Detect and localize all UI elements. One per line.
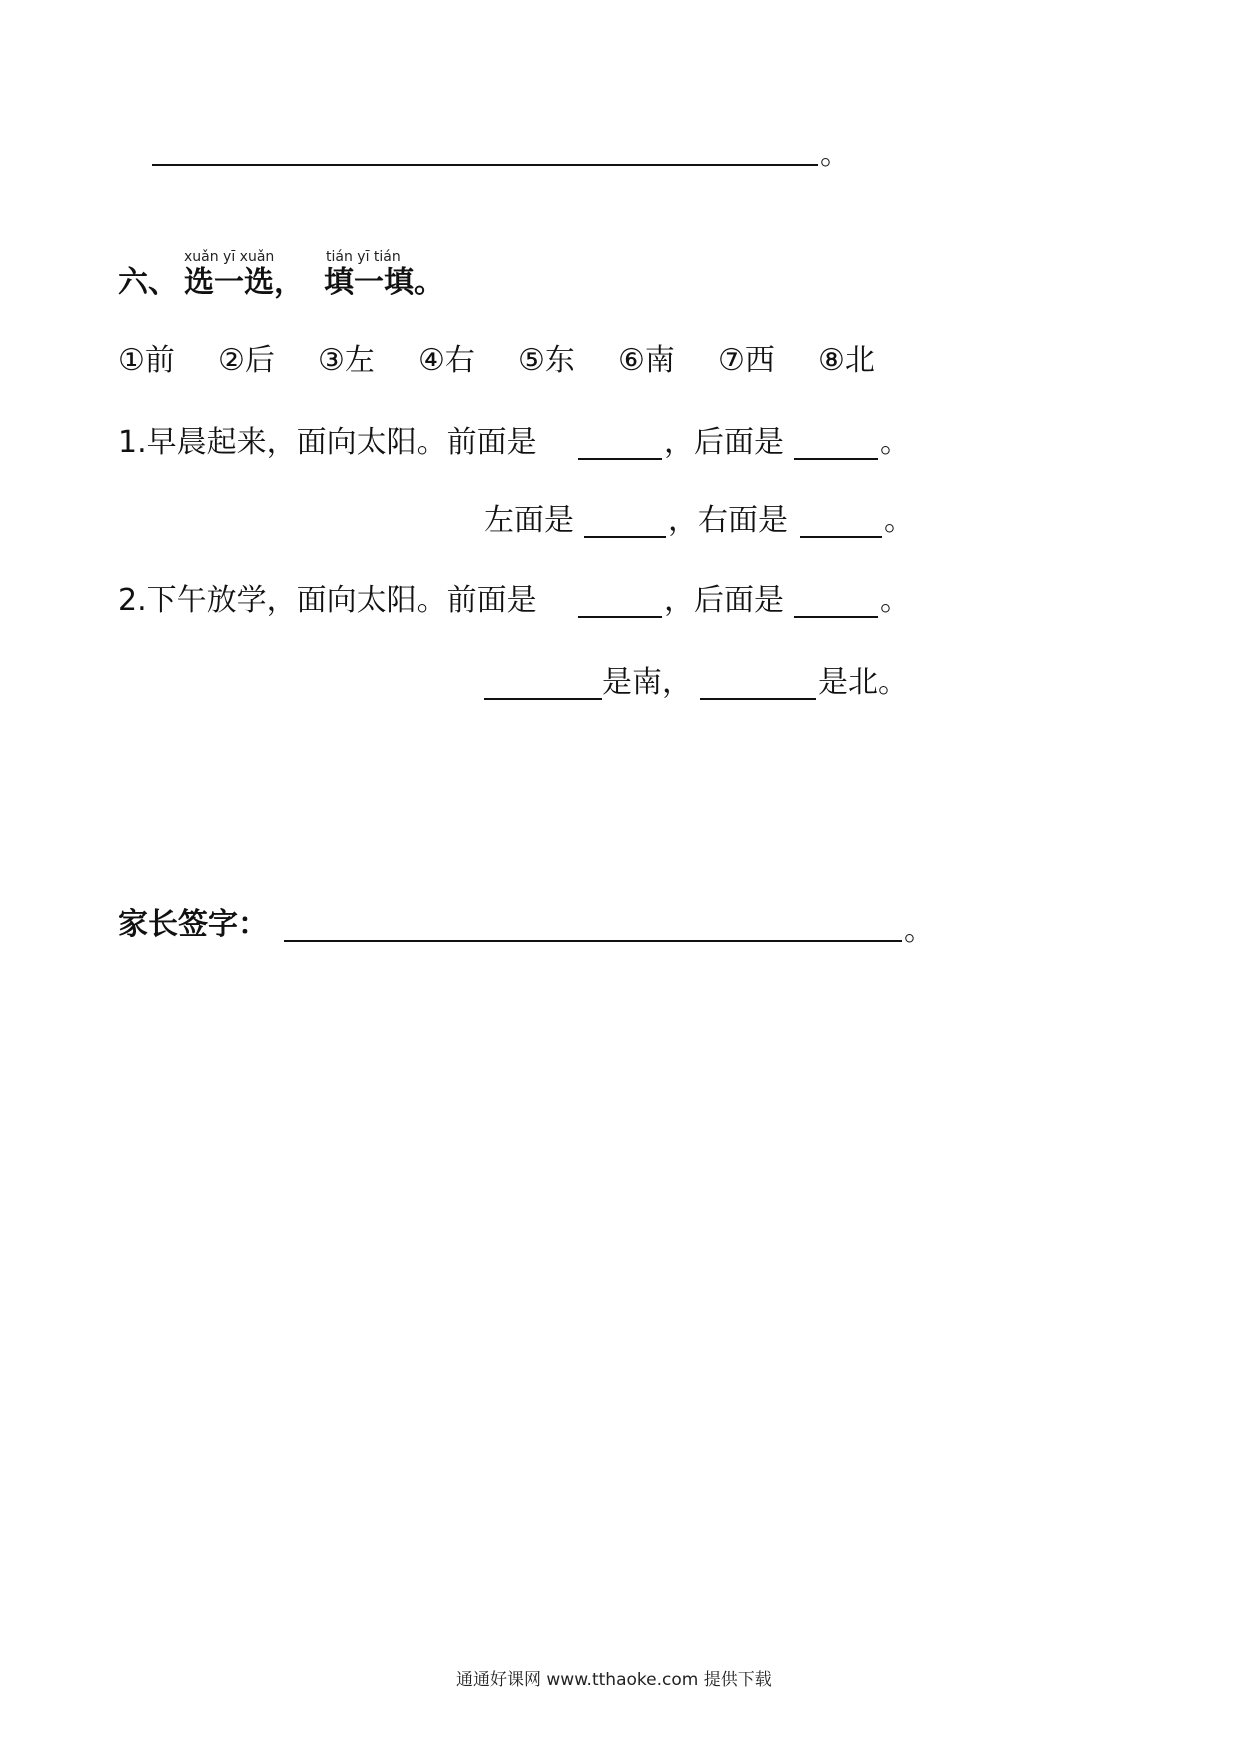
section-title-part2: 填一填。 [324,265,444,300]
q2-end: 。 [880,583,910,618]
q2-north-blank[interactable] [700,698,816,700]
q2-front-blank[interactable] [578,616,662,618]
q1-left-blank[interactable] [584,536,666,538]
q1-end: 。 [880,425,910,460]
q2-north-label: 是北。 [818,665,908,700]
q1-right-blank[interactable] [800,536,882,538]
pinyin-tian-yi-tian: tián yī tián [326,249,401,265]
q1-lead: 1.早晨起来，面向太阳。前面是 [118,425,537,460]
choice-7: ⑦西 [718,343,775,378]
q2-south-label: 是南， [602,665,692,700]
signature-period: 。 [904,913,934,948]
choice-3: ③左 [318,343,375,378]
q1-line2-end: 。 [884,503,914,538]
q2-comma: ，后面是 [664,583,784,618]
q1-right-label: ，右面是 [668,503,788,538]
q2-lead: 2.下午放学，面向太阳。前面是 [118,583,537,618]
choice-2: ②后 [218,343,275,378]
section-number: 六、 [118,265,178,300]
footer-text: 通通好课网 www.tthaoke.com 提供下载 [456,1670,772,1690]
signature-line[interactable] [284,940,902,942]
q2-south-blank[interactable] [484,698,602,700]
choice-6: ⑥南 [618,343,675,378]
choice-5: ⑤东 [518,343,575,378]
q1-front-blank[interactable] [578,458,662,460]
signature-label: 家长签字： [118,907,268,942]
choice-8: ⑧北 [818,343,875,378]
q1-back-blank[interactable] [794,458,878,460]
choice-1: ①前 [118,343,175,378]
q1-left-label: 左面是 [484,503,574,538]
pinyin-xuan-yi-xuan: xuǎn yī xuǎn [184,249,275,265]
section-title-part1: 选一选， [184,265,304,300]
period-mark: 。 [820,137,850,172]
answer-line-top[interactable] [152,164,818,166]
choice-4: ④右 [418,343,475,378]
q2-back-blank[interactable] [794,616,878,618]
q1-comma: ，后面是 [664,425,784,460]
